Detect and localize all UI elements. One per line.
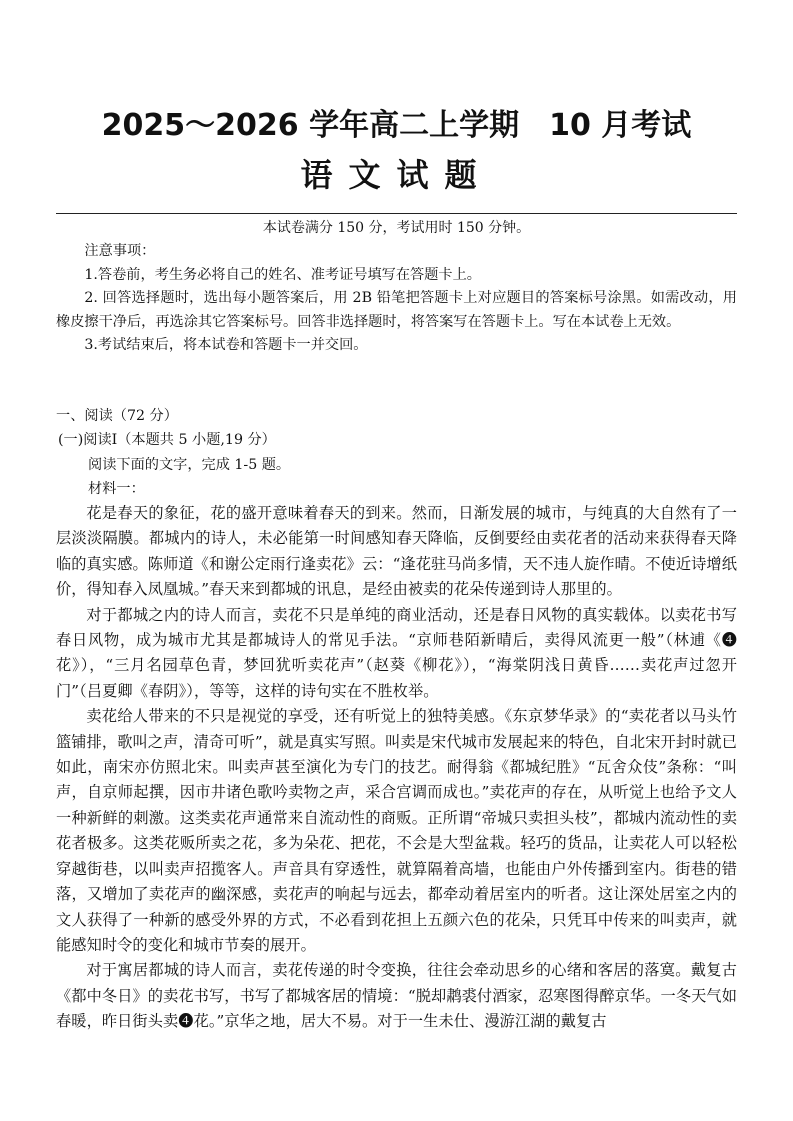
notice-item: 1.答卷前，考生务必将自己的姓名、准考证号填写在答题卡上。 bbox=[84, 266, 481, 283]
exam-title: 2025～2026 学年高二上学期 10 月考试 bbox=[101, 108, 692, 143]
section-subtitle: (一)阅读Ⅰ（本题共 5 小题,19 分） bbox=[58, 432, 276, 448]
passage-paragraph: 对于都城之内的诗人而言，卖花不只是单纯的商业活动，还是春日风物的真实载体。以卖花书写春日风物，成为城市尤其是都城诗人的常见手法。“京师巷陌新晴后，卖得风流更一般”（林逋《❹花》），“三月名园草色青，梦回犹听卖花声”（赵葵《柳花》），“海棠阴浅日黄昏……卖花声过忽开门”（吕夏卿《春阴》），等等，这样的诗句实在不胜枚举。 bbox=[56, 605, 737, 700]
notice-section bbox=[56, 240, 737, 358]
section-title: 一、阅读（72 分） bbox=[56, 408, 178, 424]
score-note: 本试卷满分 150 分，考试用时 150 分钟。 bbox=[262, 220, 531, 236]
passage-paragraph: 卖花给人带来的不只是视觉的享受，还有听觉上的独特美感。《东京梦华录》的“卖花者以马头竹篮铺排，歌叫之声，清奇可听”，就是真实写照。叫卖是宋代城市发展起来的特色，自北宋开封时就已如此，南宋亦仿照北宋。叫卖声甚至演化为专门的技艺。耐得翁《都城纪胜》“瓦舍众伎”条称：“叫声，自京师起撰，因市井诸色歌吟卖物之声，采合宫调而成也。”卖花声的存在，从听觉上也给予文人一种新鲜的刺激。这类卖花声通常来自流动性的商贩。正所谓“帝城只卖担头枝”，都城内流动性的卖花者极多。这类花贩所卖之花，多为朵花、把花，不会是大型盆栽。轻巧的货品，让卖花人可以轻松穿越街巷，以叫卖声招揽客人。声音具有穿透性，就算隔着高墙，也能由户外传播到室内。街巷的错落，又增加了卖花声的幽深感，卖花声的响起与远去，都牵动着居室内的听者。这让深处居室之内的文人获得了一种新的感受外界的方式，不必看到花担上五颜六色的花朵，只凭耳中传来的叫卖声，就能感知时令的变化和城市节奏的展开。 bbox=[56, 707, 737, 954]
reading-passage bbox=[56, 501, 737, 1035]
subject-title: 语文试题 bbox=[300, 156, 493, 194]
material-label: 材料一： bbox=[88, 481, 145, 497]
section-instruction: 阅读下面的文字，完成 1-5 题。 bbox=[88, 457, 291, 473]
header-divider bbox=[56, 213, 737, 214]
notice-heading: 注意事项： bbox=[84, 243, 156, 259]
notice-item: 2. 回答选择题时，选出每小题答案后，用 2B 铅笔把答题卡上对应题目的答案标号涂黑。如需改动，用橡皮擦干净后，再选涂其它答案标号。回答非选择题时，将答案写在答题卡上。写在本试卷上无效。 bbox=[56, 290, 737, 330]
passage-paragraph: 对于寓居都城的诗人而言，卖花传递的时令变换，往往会牵动思乡的心绪和客居的落寞。戴复古《都中冬日》的卖花书写，书写了都城客居的情境：“脱却鹔裘付酒家，忍寒图得醉京华。一冬天气如春暖，昨日街头卖❹花。”京华之地，居大不易。对于一生未仕、漫游江湖的戴复古 bbox=[56, 961, 737, 1031]
notice-item: 3.考试结束后，将本试卷和答题卡一并交回。 bbox=[84, 337, 368, 353]
passage-paragraph: 花是春天的象征，花的盛开意味着春天的到来。然而，日渐发展的城市，与纯真的大自然有了一层淡淡隔膜。都城内的诗人，未必能第一时间感知春天降临，反倒要经由卖花者的活动来获得春天降临的真实感。陈师道《和谢公定雨行逢卖花》云：“逢花驻马尚多情，天不违人旋作晴。不使近诗增纸价，得知春入凤凰城。”春天来到都城的讯息，是经由被卖的花朵传递到诗人那里的。 bbox=[56, 504, 737, 599]
